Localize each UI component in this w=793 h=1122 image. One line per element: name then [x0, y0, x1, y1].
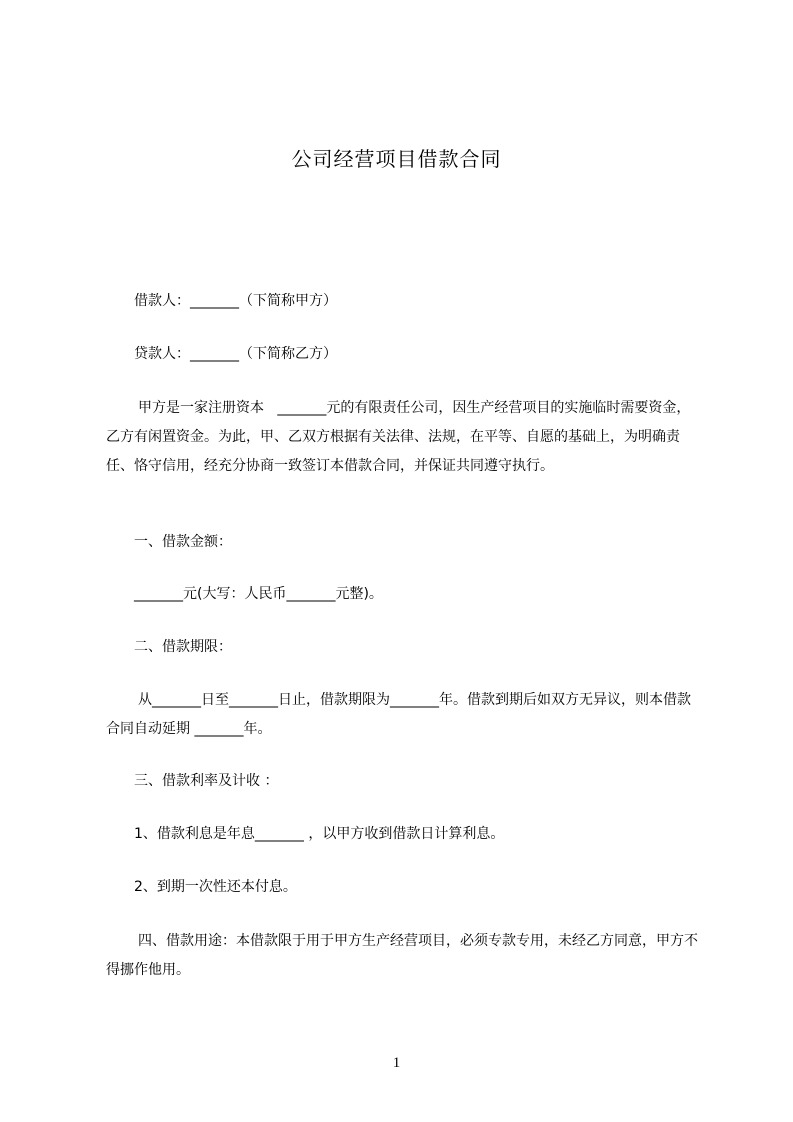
borrower-line: 借款人：_______（下简称甲方） [134, 293, 337, 309]
section1-heading: 一、借款金额： [134, 534, 232, 550]
section3-item-2: 2、到期一次性还本付息。 [134, 879, 297, 895]
section2-body: 从_______日至_______日止，借款期限为_______年。借款到期后如双方无异议，则本借款合同自动延期 _______年。 [106, 692, 691, 737]
section1-body: _______元(大写：人民币_______元整)。 [134, 586, 383, 602]
document-title: 公司经营项目借款合同 [291, 147, 502, 171]
lender-line: 贷款人：_______（下简称乙方） [134, 346, 337, 362]
preamble-paragraph: 甲方是一家注册资本 _______元的有限责任公司，因生产经营项目的实施临时需要资金，乙方有闲置资金。为此，甲、乙双方根据有关法律、法规，在平等、自愿的基础上，为明确责任、恪守信用，经充分协商一致签订本借款合同，并保证共同遵守执行。 [106, 400, 691, 474]
section3-heading: 三、借款利率及计收 ： [134, 773, 279, 789]
section2-heading: 二、借款期限： [134, 639, 232, 655]
page-number: 1 [392, 1055, 401, 1071]
section3-item-1: 1、借款利息是年息_______ ，以甲方收到借款日计算利息。 [134, 826, 505, 842]
section4-paragraph: 四、借款用途：本借款限于用于甲方生产经营项目，必须专款专用，未经乙方同意，甲方不得挪作他用。 [106, 933, 698, 978]
